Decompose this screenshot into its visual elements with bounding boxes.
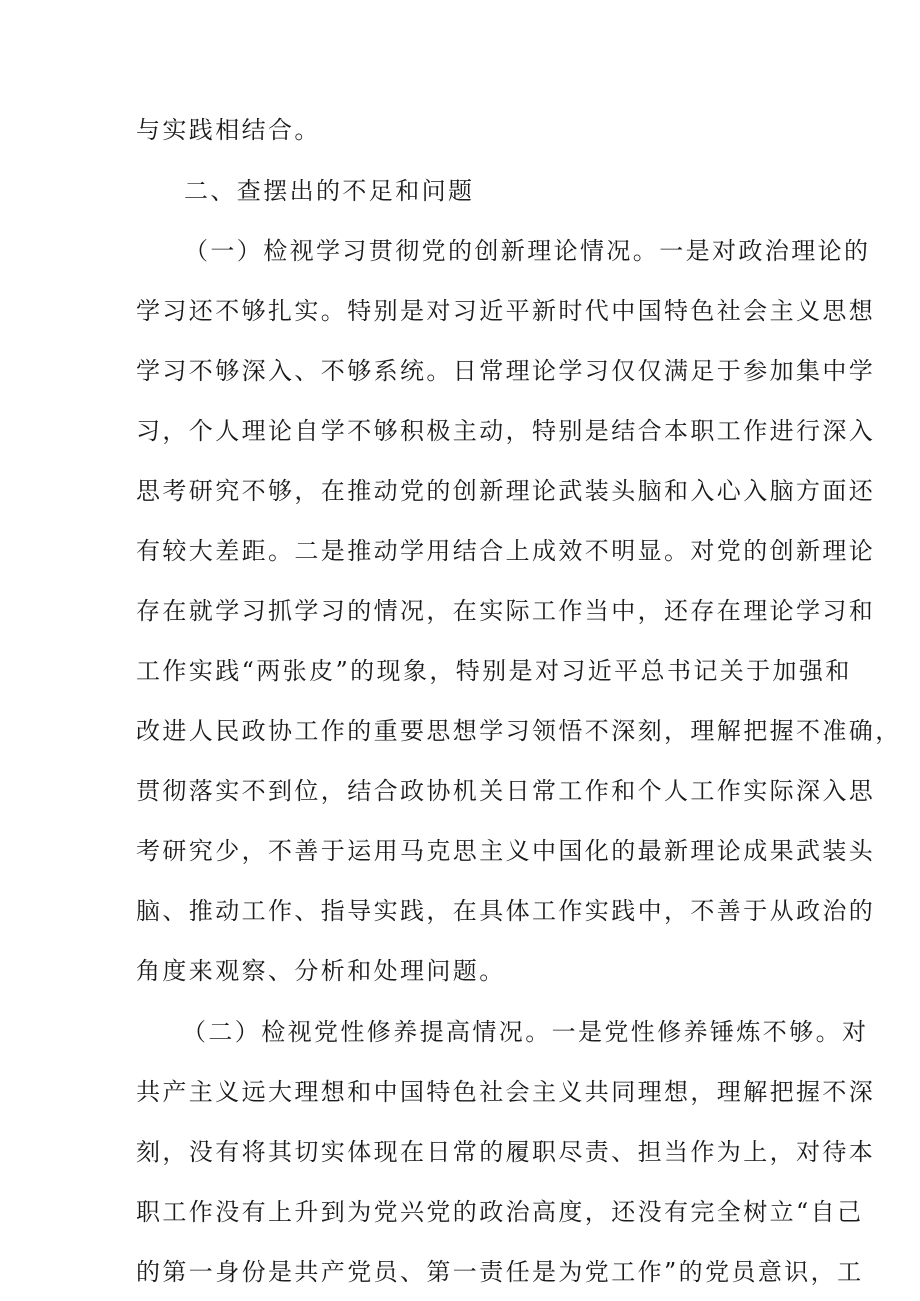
paragraph-line: 刻，没有将其切实体现在日常的履职尽责、担当作为上，对待本 xyxy=(136,1138,876,1166)
paragraph-line: 脑、推动工作、指导实践，在具体工作实践中，不善于从政治的 xyxy=(136,897,876,925)
paragraph-line: 改进人民政协工作的重要思想学习领悟不深刻，理解把握不准确， xyxy=(136,717,902,745)
paragraph-line: 习，个人理论自学不够积极主动，特别是结合本职工作进行深入 xyxy=(136,417,876,445)
paragraph-line: 有较大差距。二是推动学用结合上成效不明显。对党的创新理论 xyxy=(136,537,876,565)
paragraph-line: 的第一身份是共产党员、第一责任是为党工作”的党员意识，工 xyxy=(136,1258,864,1286)
paragraph-line: 工作实践“两张皮”的现象，特别是对习近平总书记关于加强和 xyxy=(136,657,852,685)
paragraph-line: 贯彻落实不到位，结合政协机关日常工作和个人工作实际深入思 xyxy=(136,777,876,805)
paragraph-line: 思考研究不够，在推动党的创新理论武装头脑和入心入脑方面还 xyxy=(136,477,876,505)
paragraph-line: 存在就学习抓学习的情况，在实际工作当中，还存在理论学习和 xyxy=(136,597,876,625)
paragraph-line: 考研究少，不善于运用马克思主义中国化的最新理论成果武装头 xyxy=(136,837,876,865)
paragraph-line: 学习还不够扎实。特别是对习近平新时代中国特色社会主义思想 xyxy=(136,297,876,325)
paragraph-line: 学习不够深入、不够系统。日常理论学习仅仅满足于参加集中学 xyxy=(136,357,876,385)
paragraph-line: （二）检视党性修养提高情况。一是党性修养锤炼不够。对 xyxy=(182,1018,869,1046)
text-line: 与实践相结合。 xyxy=(136,116,321,144)
paragraph-line: （一）检视学习贯彻党的创新理论情况。一是对政治理论的 xyxy=(184,237,871,265)
paragraph-line: 共产主义远大理想和中国特色社会主义共同理想，理解把握不深 xyxy=(136,1078,876,1106)
paragraph-line: 角度来观察、分析和处理问题。 xyxy=(136,957,506,985)
section-heading: 二、查摆出的不足和问题 xyxy=(184,177,475,205)
paragraph-line: 职工作没有上升到为党兴党的政治高度，还没有完全树立“自己 xyxy=(136,1198,864,1226)
